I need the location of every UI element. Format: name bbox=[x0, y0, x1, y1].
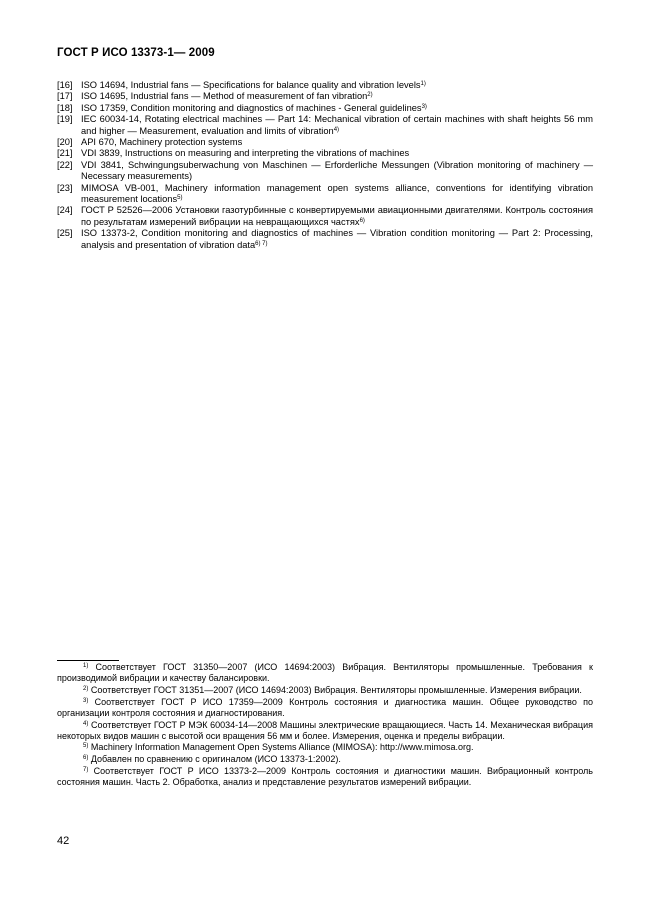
footnote-divider bbox=[57, 660, 119, 661]
footnote bbox=[57, 685, 593, 696]
page-number: 42 bbox=[57, 835, 70, 847]
reference-item bbox=[57, 80, 593, 91]
footnote-ref: 6) 7) bbox=[255, 240, 268, 247]
footnote-text: Соответствует ГОСТ 31351—2007 (ИСО 14694:2003) Вибрация. Вентиляторы промышленные. Измерения вибрации. bbox=[90, 684, 582, 695]
footnote-ref: 2) bbox=[367, 92, 373, 99]
reference-number: [17] bbox=[57, 91, 73, 102]
footnote-ref: 1) bbox=[420, 81, 426, 87]
reference-item bbox=[57, 103, 593, 114]
reference-text: VDI 3841, Schwingungsuberwachung von Maschinen — Erforderliche Messungen (Vibration monitoring of machinery — Necessary measurements) bbox=[81, 159, 593, 182]
footnote-mark: 2) bbox=[83, 685, 89, 692]
footnote-ref: 3) bbox=[421, 103, 427, 110]
footnote bbox=[57, 662, 593, 684]
footnote-text: Добавлен по сравнению с оригиналом (ИСО 13373-1:2002). bbox=[90, 754, 341, 765]
reference-text: API 670, Machinery protection systems bbox=[81, 137, 243, 148]
footnote bbox=[57, 742, 593, 753]
reference-number: [19] bbox=[57, 114, 73, 125]
page-header: ГОСТ Р ИСО 13373-1— 2009 bbox=[57, 47, 215, 59]
footnote-ref: 5) bbox=[177, 195, 183, 202]
reference-item bbox=[57, 137, 593, 148]
reference-item bbox=[57, 205, 593, 228]
reference-item bbox=[57, 183, 593, 206]
reference-number: [23] bbox=[57, 182, 73, 193]
reference-text: ISO 17359, Condition monitoring and diagnostics of machines - General guidelines bbox=[81, 102, 422, 113]
footnotes bbox=[57, 662, 593, 789]
reference-item bbox=[57, 228, 593, 251]
footnote-mark: 3) bbox=[83, 697, 89, 704]
footnote-mark: 5) bbox=[83, 743, 89, 750]
reference-number: [20] bbox=[57, 137, 73, 148]
footnote-text: Соответствует ГОСТ 31350—2007 (ИСО 14694:2003) Вибрация. Вентиляторы промышленные. Требования к производимой вибрации и качеству балансировки. bbox=[57, 662, 593, 684]
footnote-mark: 4) bbox=[83, 720, 89, 727]
reference-text: ISO 14695, Industrial fans — Method of measurement of fan vibration bbox=[81, 91, 368, 102]
footnote-text: Соответствует ГОСТ Р ИСО 13373-2—2009 Контроль состояния и диагностики машин. Вибрационный контроль состояния машин. Часть 2. Обработка, анализ и представление результатов измерений вибрации. bbox=[57, 765, 593, 788]
footnote-ref: 6) bbox=[359, 217, 365, 224]
reference-number: [22] bbox=[57, 159, 73, 170]
reference-number: [18] bbox=[57, 102, 73, 113]
reference-text: ISO 14694, Industrial fans — Specifications for balance quality and vibration levels bbox=[81, 80, 421, 90]
footnote-text: Machinery Information Management Open Systems Alliance (MIMOSA): http://www.mimosa.org. bbox=[90, 742, 474, 753]
footnote-text: Соответствует ГОСТ Р ИСО 17359—2009 Контроль состояния и диагностика машин. Общее руководство по организации контроля состояния и диагностирования. bbox=[57, 696, 593, 718]
reference-item bbox=[57, 160, 593, 183]
footnote-ref: 4) bbox=[333, 126, 340, 133]
reference-item bbox=[57, 114, 593, 137]
reference-number: [21] bbox=[57, 148, 73, 159]
reference-text: MIMOSA VB-001, Machinery information management open systems alliance, conventions for identifying vibration measurement locations bbox=[81, 182, 593, 205]
reference-item bbox=[57, 148, 593, 159]
footnote bbox=[57, 754, 593, 765]
footnote bbox=[57, 720, 593, 742]
bibliography-list bbox=[57, 80, 593, 251]
footnote-text: Соответствует ГОСТ Р МЭК 60034-14—2008 Машины электрические вращающиеся. Часть 14. Механическая вибрация некоторых видов машин с высотой оси вращения 56 мм и более. Измерения, оценка и пределы вибрации. bbox=[57, 719, 593, 741]
footnote-mark: 6) bbox=[83, 755, 89, 762]
footnote-mark: 7) bbox=[83, 766, 89, 773]
reference-text: ISO 13373-2, Condition monitoring and diagnostics of machines — Vibration condition monitoring — Part 2: Processing, analysis and presentation of vibration data bbox=[81, 228, 593, 250]
reference-number: [16] bbox=[57, 80, 73, 90]
reference-item bbox=[57, 91, 593, 102]
reference-text: ГОСТ Р 52526—2006 Установки газотурбинные с конвертируемыми авиационными двигателями. Контроль состояния по результатам измерений вибрации на невращающихся частях bbox=[81, 205, 593, 227]
reference-number: [24] bbox=[57, 205, 73, 216]
footnote-mark: 1) bbox=[83, 663, 89, 669]
reference-text: IEC 60034-14, Rotating electrical machines — Part 14: Mechanical vibration of certain machines with shaft heights 56 mm and higher — Measurement, evaluation and limits of vibration bbox=[81, 114, 593, 136]
reference-number: [25] bbox=[57, 228, 73, 239]
footnote bbox=[57, 766, 593, 788]
footnote bbox=[57, 697, 593, 719]
reference-text: VDI 3839, Instructions on measuring and interpreting the vibrations of machines bbox=[81, 148, 410, 159]
